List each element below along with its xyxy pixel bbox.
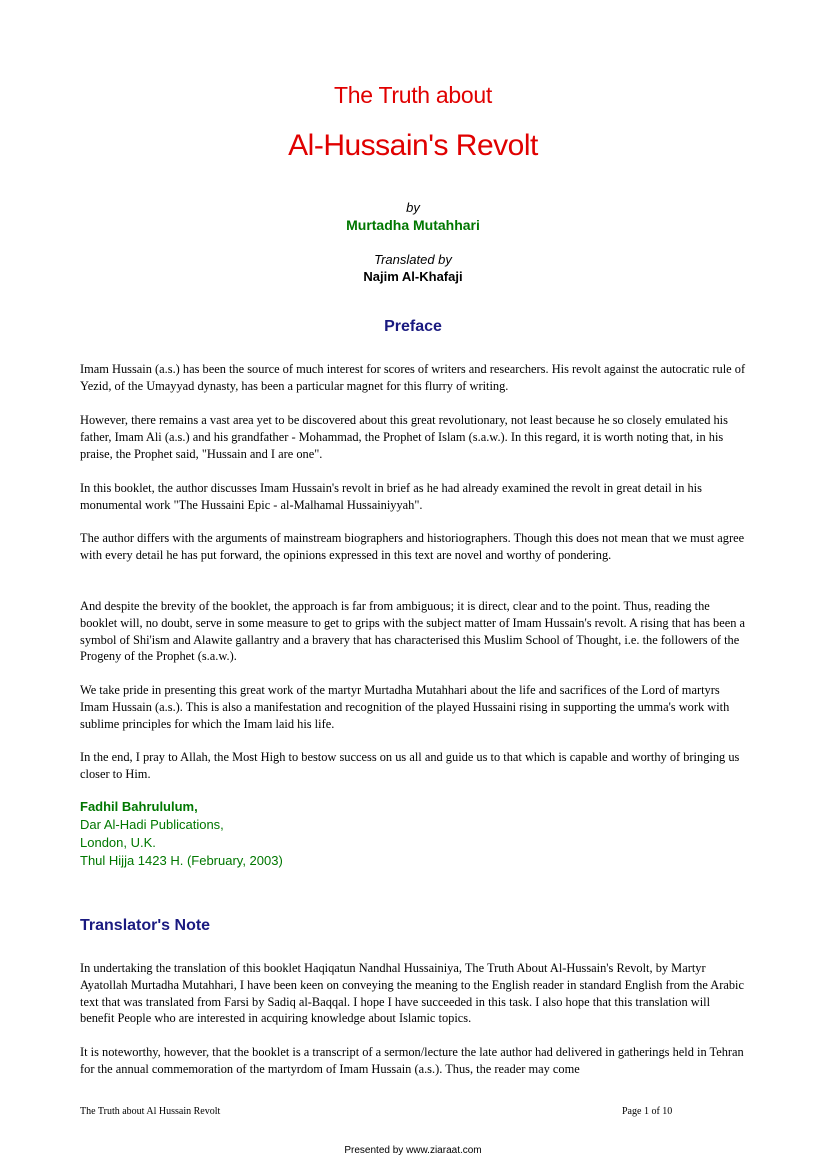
signature-name: Fadhil Bahrululum, bbox=[80, 799, 198, 814]
title-line-1: The Truth about bbox=[334, 82, 492, 108]
preface-paragraph: In this booklet, the author discusses Imam Hussain's revolt in brief as he had already examined the revolt in great detail in his monumental work "The Hussaini Epic - al-Malhamal Hussainiyyah". bbox=[80, 481, 702, 512]
preface-paragraph: Imam Hussain (a.s.) has been the source of much interest for scores of writers and researchers. His revolt against the autocratic rule of Yezid, of the Umayyad dynasty, has been a particular magnet for this flurry of writing. bbox=[80, 362, 746, 393]
by-label: by bbox=[406, 200, 420, 215]
preface-paragraph: And despite the brevity of the booklet, the approach is far from ambiguous; it is direct, clear and to the point. Thus, reading the booklet will, no doubt, serve in some measure to get to grips with the subject matter of Imam Hussain's revolt. A rising that has been a symbol of Shi'ism and Alawite gallantry and a bravery that has characterised this Muslim School of Thought, i.e. the followers of the Progeny of the Prophet (s.a.w.). bbox=[80, 599, 746, 664]
translators-note-heading: Translator's Note bbox=[80, 917, 211, 934]
signature-location: London, U.K. bbox=[80, 835, 156, 850]
signature-block bbox=[80, 798, 580, 870]
preface-paragraph: However, there remains a vast area yet to be discovered about this great revolutionary, not least because he so closely emulated his father, Imam Ali (a.s.) and his grandfather - Mohammad, the Prophet of Islam (s.a.w.). In this regard, it is worth noting that, in his praise, the Prophet said, "Hussain and I are one". bbox=[80, 413, 728, 461]
presented-by-footer: Presented by www.ziaraat.com bbox=[344, 1145, 482, 1156]
page-number: Page 1 of 10 bbox=[622, 1106, 673, 1117]
signature-date: Thul Hijja 1423 H. (February, 2003) bbox=[80, 853, 283, 868]
footer-title: The Truth about Al Hussain Revolt bbox=[80, 1106, 221, 1117]
title-line-2: Al-Hussain's Revolt bbox=[288, 129, 538, 162]
translators-note-paragraph: In undertaking the translation of this booklet Haqiqatun Nandhal Hussainiya, The Truth About Al-Hussain's Revolt, by Martyr Ayatollah Murtadha Mutahhari, I have been keen on conveying the meaning to the English reader in standard English from the Arabic text that was translated from Farsi by Sadiq al-Baqqal. I hope I have succeeded in this task. I also hope that this translation will benefit People who are interested in acquiring knowledge about Islamic topics. bbox=[80, 961, 744, 1026]
translators-note-paragraph: It is noteworthy, however, that the booklet is a transcript of a sermon/lecture the late author had delivered in gatherings held in Tehran for the annual commemoration of the martyrdom of Imam Hussain (a.s.). Thus, the reader may come bbox=[80, 1045, 744, 1076]
translated-by-label: Translated by bbox=[374, 252, 452, 267]
preface-paragraph: In the end, I pray to Allah, the Most High to bestow success on us all and guide us to that which is capable and worthy of bringing us closer to Him. bbox=[80, 750, 740, 781]
preface-heading: Preface bbox=[384, 318, 442, 335]
preface-paragraph: The author differs with the arguments of mainstream biographers and historiographers. Though this does not mean that we must agree with every detail he has put forward, the opinions expressed in this text are novel and worthy of pondering. bbox=[80, 531, 745, 562]
preface-paragraph: We take pride in presenting this great work of the martyr Murtadha Mutahhari about the life and sacrifices of the Lord of martyrs Imam Hussain (a.s.). This is also a manifestation and recognition of the played Hussaini rising in supporting the umma's work with sublime principles for which the Imam laid his life. bbox=[80, 683, 730, 731]
translator-name: Najim Al-Khafaji bbox=[363, 269, 463, 284]
signature-publisher: Dar Al-Hadi Publications, bbox=[80, 817, 224, 832]
author-name: Murtadha Mutahhari bbox=[346, 217, 480, 233]
